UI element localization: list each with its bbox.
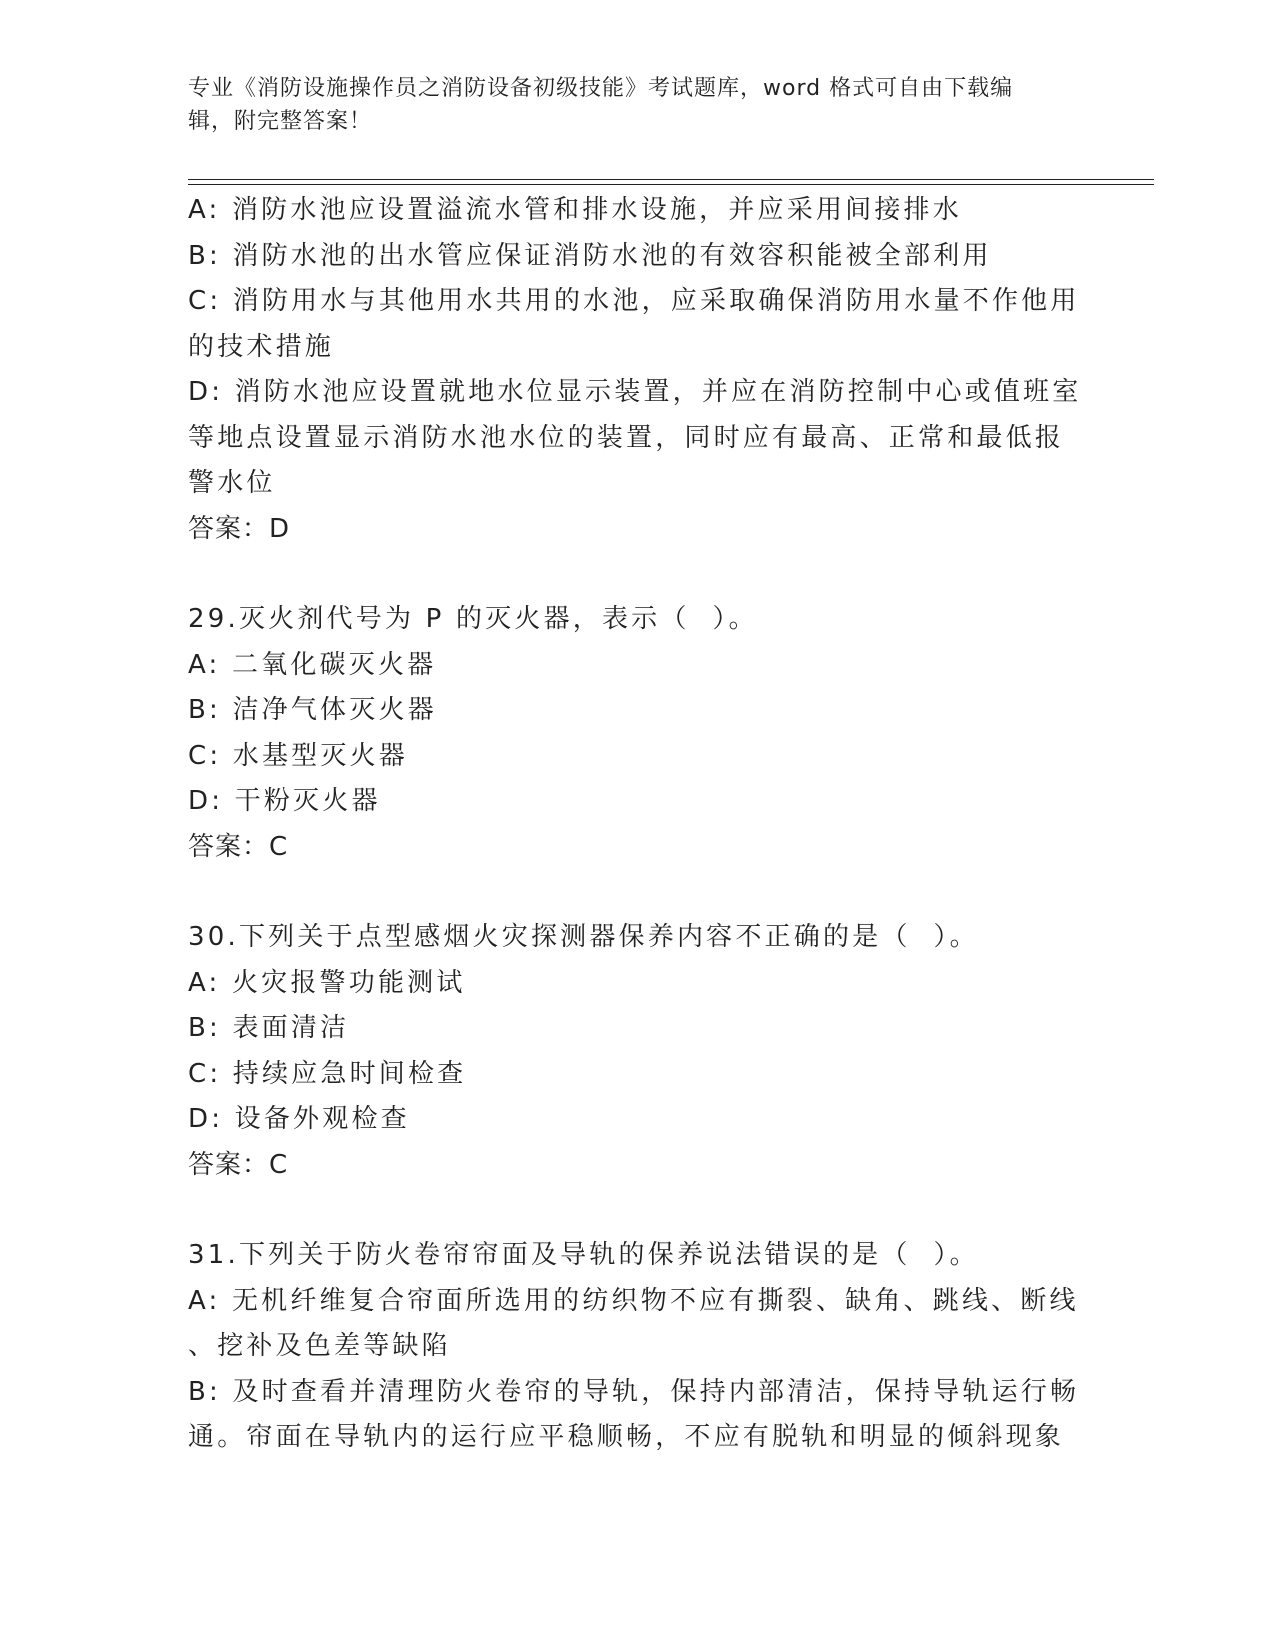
q30-option-d: D: 设备外观检查	[188, 1104, 410, 1134]
header-divider-top	[188, 179, 1154, 180]
q30-option-c: C: 持续应急时间检查	[188, 1058, 467, 1089]
question-31-block	[188, 1233, 1088, 1461]
q29-question: 29.灭火剂代号为 P 的灭火器，表示（ ）。	[188, 604, 758, 634]
document-header	[188, 72, 1088, 138]
header-line-1: 专业《消防设施操作员之消防设备初级技能》考试题库，word 格式可自由下载编	[188, 76, 1014, 101]
header-divider-bottom	[188, 184, 1154, 185]
q28-option-a: A: 消防水池应设置溢流水管和排水设施，并应采用间接排水	[188, 195, 962, 225]
q30-option-b: B: 表面清洁	[188, 1013, 350, 1043]
q31-option-b-line-2: 通。帘面在导轨内的运行应平稳顺畅，不应有脱轨和明显的倾斜现象	[188, 1422, 1065, 1452]
question-28-block	[188, 188, 1088, 552]
q29-answer: 答案：C	[188, 831, 289, 862]
q29-option-d: D: 干粉灭火器	[188, 786, 381, 816]
q29-option-b: B: 洁净气体灭火器	[188, 695, 437, 725]
q30-question: 30.下列关于点型感烟火灾探测器保养内容不正确的是（ ）。	[188, 922, 979, 952]
spacer	[188, 552, 1088, 597]
q28-option-b: B: 消防水池的出水管应保证消防水池的有效容积能被全部利用	[188, 240, 992, 271]
spacer	[188, 1188, 1088, 1233]
q28-option-c-line-1: C: 消防用水与其他用水共用的水池，应采取确保消防用水量不作他用	[188, 286, 1080, 316]
q29-option-a: A: 二氧化碳灭火器	[188, 649, 437, 680]
q28-option-d-line-1: D: 消防水池应设置就地水位显示装置，并应在消防控制中心或值班室	[188, 377, 1082, 407]
q28-answer: 答案：D	[188, 513, 291, 544]
q31-question: 31.下列关于防火卷帘帘面及导轨的保养说法错误的是（ ）。	[188, 1240, 979, 1270]
q31-option-b-line-1: B: 及时查看并清理防火卷帘的导轨，保持内部清洁，保持导轨运行畅	[188, 1376, 1080, 1407]
question-30-block	[188, 915, 1088, 1188]
q31-option-a-line-1: A: 无机纤维复合帘面所选用的纺织物不应有撕裂、缺角、跳线、断线	[188, 1285, 1079, 1316]
q28-option-d-line-2: 等地点设置显示消防水池水位的装置，同时应有最高、正常和最低报	[188, 422, 1065, 453]
q29-option-c: C: 水基型灭火器	[188, 740, 408, 771]
q30-answer: 答案：C	[188, 1149, 289, 1180]
q30-option-a: A: 火灾报警功能测试	[188, 967, 466, 998]
question-29-block	[188, 597, 1088, 870]
q31-option-a-line-2: 、挖补及色差等缺陷	[188, 1331, 451, 1361]
header-line-2: 辑，附完整答案！	[188, 109, 373, 134]
question-content	[188, 188, 1088, 1461]
q28-option-d-line-3: 警水位	[188, 468, 276, 498]
q28-option-c-line-2: 的技术措施	[188, 331, 335, 362]
spacer	[188, 870, 1088, 915]
